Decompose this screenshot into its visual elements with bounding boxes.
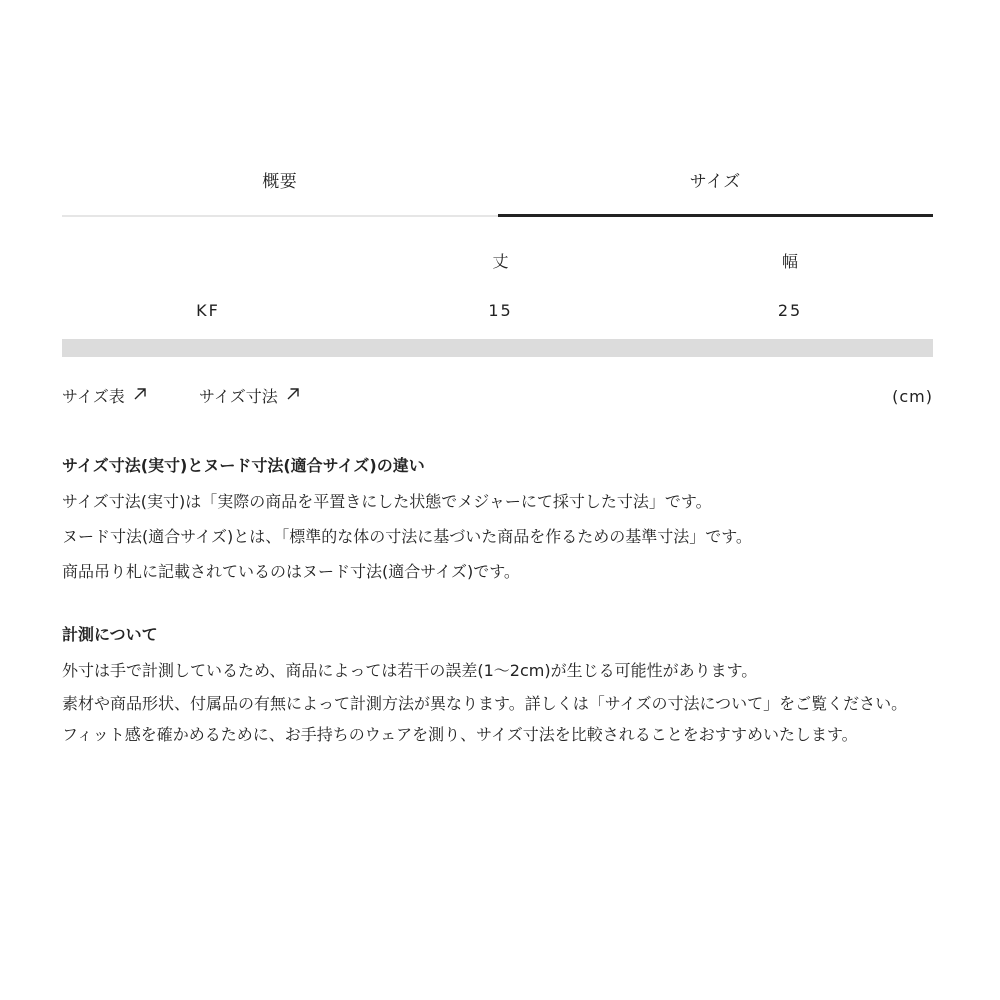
- size-table-header-row: [62, 235, 933, 285]
- size-table: [62, 235, 933, 335]
- tab-overview[interactable]: [62, 160, 498, 217]
- tab-overview-label: 概要: [262, 172, 298, 192]
- note-line: ヌード寸法(適合サイズ)とは、「標準的な体の寸法に基づいた商品を作るための基準寸法」です。: [62, 527, 752, 546]
- note-title: 計測について: [62, 625, 158, 644]
- size-links-row: [62, 384, 933, 410]
- arrow-up-right-icon: [133, 383, 147, 409]
- tab-size-label: サイズ: [689, 172, 741, 192]
- row-label: KF: [196, 300, 220, 320]
- note-line: サイズ寸法(実寸)は「実際の商品を平置きにした状態でメジャーにて採寸した寸法」です。: [62, 492, 712, 511]
- tab-overview-underline: [62, 215, 498, 217]
- column-header-width: 幅: [781, 251, 798, 271]
- note-line: 商品吊り札に記載されているのはヌード寸法(適合サイズ)です。: [62, 562, 520, 581]
- note-line: 素材や商品形状、付属品の有無によって計測方法が異なります。詳しくは「サイズの寸法について」をご覧ください。: [62, 694, 908, 713]
- unit-label: (cm): [892, 387, 933, 406]
- size-chart-link-label: サイズ表: [62, 387, 125, 406]
- cell-length-value: 15: [488, 300, 513, 320]
- cell-width-value: 25: [777, 300, 803, 320]
- note-line: フィット感を確かめるために、お手持ちのウェアを測り、サイズ寸法を比較されることをおすすめいたします。: [62, 725, 858, 744]
- size-difference-note: [62, 448, 933, 589]
- note-title: サイズ寸法(実寸)とヌード寸法(適合サイズ)の違い: [62, 456, 425, 475]
- size-dimensions-link-label: サイズ寸法: [199, 387, 278, 406]
- column-header-length: 丈: [492, 251, 509, 271]
- size-dimensions-link[interactable]: [199, 384, 300, 410]
- measurement-note: [62, 617, 933, 750]
- table-horizontal-scrollbar[interactable]: [62, 339, 933, 357]
- arrow-up-right-icon: [286, 383, 300, 409]
- tab-size[interactable]: [498, 160, 934, 217]
- size-chart-link[interactable]: [62, 384, 147, 410]
- tab-bar: [62, 160, 933, 217]
- size-table-corner-cell: [62, 235, 354, 285]
- table-row: [62, 285, 933, 335]
- tab-size-active-underline: [498, 214, 934, 217]
- note-line: 外寸は手で計測しているため、商品によっては若干の誤差(1〜2cm)が生じる可能性があります。: [62, 661, 758, 680]
